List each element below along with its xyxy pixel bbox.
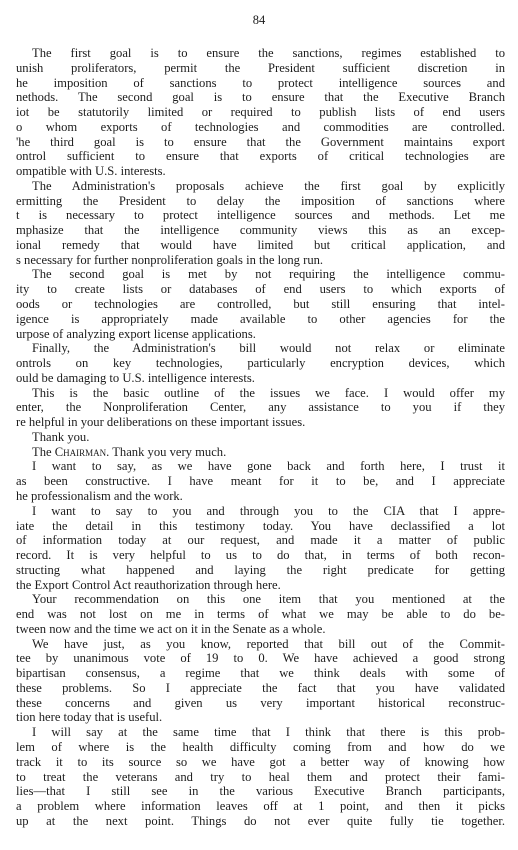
- text-line: Your recommendation on this one item that you mentioned at the: [32, 592, 505, 607]
- text-line: track it to its source so we have got a better way of knowing how: [16, 754, 505, 769]
- text-line: iate the detail in this testimony today. You have declassified a lot: [16, 518, 505, 533]
- text-line: unish proliferators, permit the President sufficient discretion in: [16, 60, 505, 75]
- text-line: Finally, the Administration's bill would not relax or eliminate: [32, 341, 505, 356]
- text-line: I want to say, as we have gone back and forth here, I trust it: [32, 459, 505, 474]
- text-line: lies—that I still see in the various Executive Branch participants,: [16, 784, 505, 799]
- text-line: re helpful in your deliberations on these important issues.: [16, 415, 306, 430]
- text-line: ontrol sufficient to ensure that exports of critical technologies are: [16, 149, 505, 164]
- text-line: We have just, as you know, reported that bill out of the Commit-: [32, 636, 505, 651]
- text-line: The first goal is to ensure the sanctions, regimes established to: [32, 46, 505, 60]
- text-line: t is necessary to protect intelligence sources and methods. Let me: [16, 208, 505, 223]
- text-line: structing what happened and laying the right predicate for getting: [16, 562, 505, 577]
- text-line: This is the basic outline of the issues we face. I would offer my: [32, 385, 505, 400]
- text-line: he professionalism and the work.: [16, 488, 183, 503]
- text-line: iot be statutorily limited or required to publish lists of end users: [16, 105, 505, 120]
- body-text: [16, 46, 505, 829]
- text-line: lem of where is the health difficulty coming from and how do we: [16, 739, 505, 754]
- text-line: up at the next point. Things do not ever quite fully tie together.: [16, 813, 505, 828]
- text-line: 'he third goal is to ensure that the Government maintains export: [16, 134, 505, 149]
- text-line: tion here today that is useful.: [16, 710, 163, 725]
- text-line: nethods. The second goal is to ensure that the Executive Branch: [16, 90, 505, 105]
- text-line: bipartisan consensus, a regime that we think deals with some of: [16, 666, 505, 681]
- text-line: tween now and the time we act on it in the Senate as a whole.: [16, 621, 326, 636]
- text-line: oods or technologies are controlled, but still ensuring that intel-: [16, 297, 505, 312]
- text-line: end was not lost on me in terms of what we may be able to do be-: [16, 607, 505, 622]
- text-line: I will say at the same time that I think that there is this prob-: [32, 725, 505, 740]
- text-line: the Export Control Act reauthorization through here.: [16, 577, 281, 592]
- text-line: mphasize that the intelligence community views this as an excep-: [16, 223, 505, 238]
- speaker-remark: . Thank you very much.: [106, 444, 227, 459]
- page-number: 84: [252, 13, 266, 27]
- text-line: igence is appropriately made available to other agencies for the: [16, 311, 505, 326]
- text-line: ompatible with U.S. interests.: [16, 164, 166, 179]
- text-line: a problem where information leaves off at 1 point, and then it picks: [16, 799, 505, 814]
- text-line: to treat the veterans and try to heal them and protect their fami-: [16, 769, 505, 784]
- text-line: record. It is very helpful to us to do that, in terms of both recon-: [16, 548, 505, 563]
- text-line: urpose of analyzing export license applications.: [16, 326, 256, 341]
- text-line: these concerns and given us very important historical reconstruc-: [16, 695, 505, 710]
- text-line: ermitting the President to delay the imposition of sanctions where: [16, 193, 505, 208]
- speaker-name: Chairman: [54, 444, 107, 459]
- text-line: ity to create lists or databases of end users to which exports of: [16, 282, 505, 297]
- text-line: these problems. So I appreciate the fact that you have validated: [16, 680, 505, 695]
- text-line: ontrols on key technologies, particularly encryption devices, which: [16, 356, 505, 371]
- text-line: enter, the Nonproliferation Center, any assistance to you if they: [16, 400, 505, 415]
- text-line: I want to say to you and through you to the CIA that I appre-: [32, 503, 505, 518]
- text-line: o whom exports of technologies and commodities are controlled.: [16, 119, 505, 134]
- text-line: The second goal is met by not requiring the intelligence commu-: [32, 267, 505, 282]
- text-line: tee by unanimous vote of 19 to 0. We have achieved a good strong: [16, 651, 505, 666]
- text-line: of information today at our request, and made it a matter of public: [16, 533, 505, 548]
- text-line: Thank you.: [32, 429, 90, 444]
- text-line: he imposition of sanctions to protect intelligence sources and: [16, 75, 505, 90]
- text-line: ional remedy that would have limited but critical application, and: [16, 237, 505, 252]
- text-line: as been constructive. I have meant for it to be, and I appreciate: [16, 474, 505, 489]
- text-line: s necessary for further nonproliferation goals in the long run.: [16, 252, 324, 267]
- speaker-prefix: The: [32, 444, 55, 459]
- text-line: [16, 445, 505, 460]
- text-line: ould be damaging to U.S. intelligence interests.: [16, 370, 255, 385]
- text-line: The Administration's proposals achieve the first goal by explicitly: [32, 178, 505, 193]
